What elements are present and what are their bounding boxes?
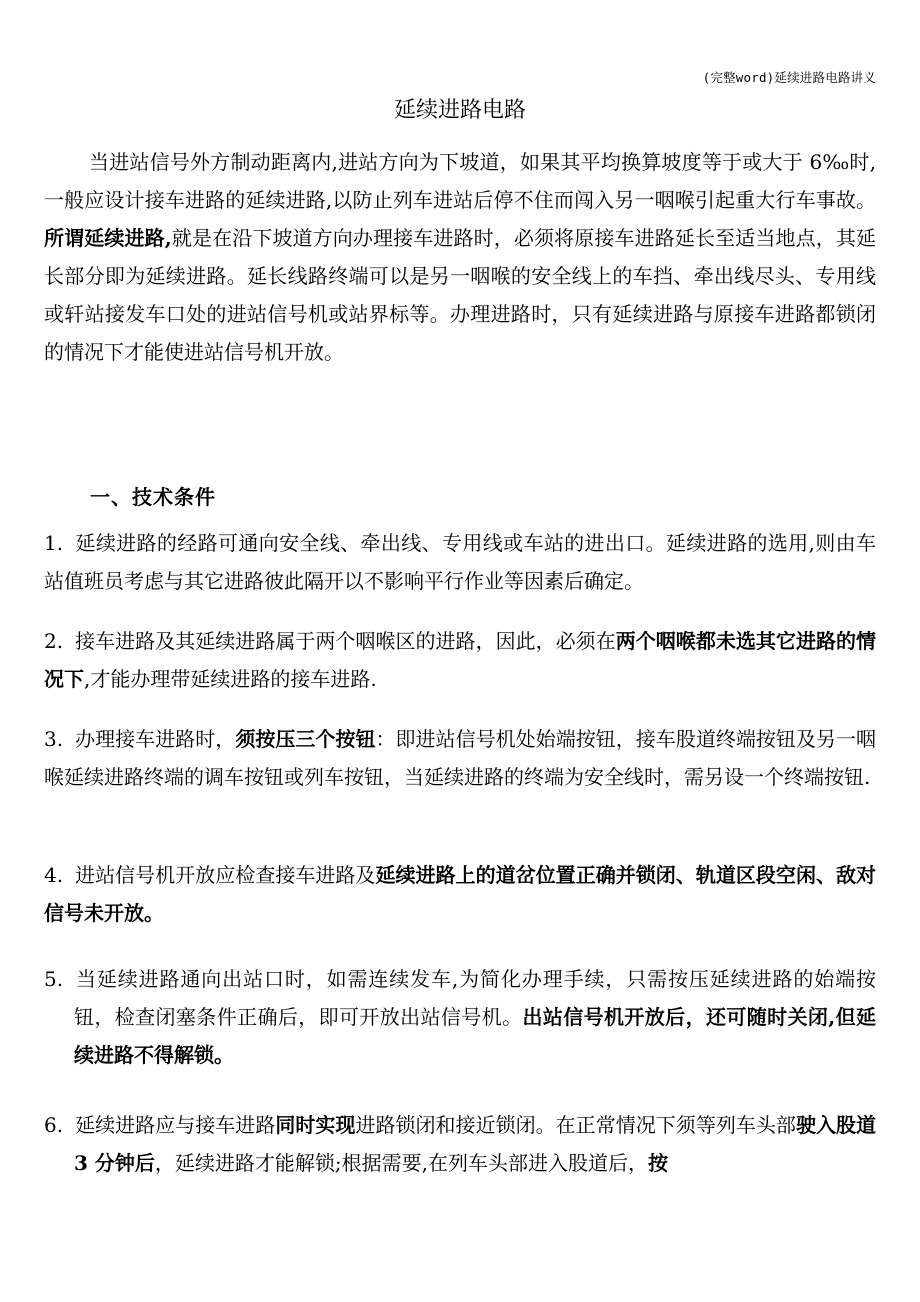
list-item-2: [44, 622, 876, 698]
item-bold-text: 同时实现: [275, 1113, 356, 1137]
item-text: 接车进路及其延续进路属于两个咽喉区的进路，因此，必须在: [75, 629, 616, 653]
list-item-6: [44, 1106, 876, 1182]
item-number: 2.: [44, 629, 64, 653]
intro-paragraph: [44, 143, 876, 371]
list-item-1: [44, 524, 876, 600]
item-text: 当延续进路通向出站口时，如需连续发车,为简化办理手续，只需按压延续进路的始端按钮，检查闭塞条件正确后，即可开放出站信号机。: [74, 967, 876, 1029]
item-bold-text: 按: [648, 1151, 668, 1175]
list-item-4: [44, 856, 876, 932]
item-bold-text: 两个咽喉都未选其它进路的情况下: [44, 629, 877, 691]
item-number: 3.: [44, 727, 64, 751]
item-number: 6.: [44, 1113, 64, 1137]
intro-text-1: 当进站信号外方制动距离内,进站方向为下坡道，如果其平均换算坡度等于或大于 6‰时,一般应设计接车进路的延续进路,以防止列车进站后停不住而闯入另一咽喉引起重大行车事故。: [44, 150, 876, 212]
item-text: ,才能办理带延续进路的接车进路.: [84, 667, 377, 691]
item-bold-text: 驶入股道 3 分钟后: [74, 1113, 877, 1175]
item-number: 1.: [44, 531, 64, 555]
item-text: 延续进路应与接车进路: [75, 1113, 276, 1137]
item-number: 5.: [44, 967, 64, 991]
item-text: 延续进路的经路可通向安全线、牵出线、专用线或车站的进出口。延续进路的选用,则由车站值班员考虑与其它进路彼此隔开以不影响平行作业等因素后确定。: [44, 531, 876, 593]
item-bold-text: 出站信号机开放后，还可随时关闭,但延续进路不得解锁。: [74, 1005, 876, 1067]
section-heading: 一、技术条件: [90, 485, 216, 509]
item-number: 4.: [44, 863, 64, 887]
item-text: ，延续进路才能解锁;根据需要,在列车头部进入股道后，: [154, 1151, 648, 1175]
intro-bold-definition: 所谓延续进路,: [44, 226, 172, 250]
list-item-5: [44, 960, 876, 1074]
item-text: 进路锁闭和接近锁闭。在正常情况下须等列车头部: [355, 1113, 796, 1137]
item-bold-text: 须按压三个按钮: [235, 727, 376, 751]
list-item-3: [44, 720, 876, 796]
document-title: 延续进路电路: [393, 98, 526, 123]
item-text: 进站信号机开放应检查接车进路及: [75, 863, 376, 887]
running-header: (完整word)延续进路电路讲义: [702, 70, 876, 85]
intro-text-2: 就是在沿下坡道方向办理接车进路时，必须将原接车进路延长至适当地点，其延长部分即为延续进路。延长线路终端可以是另一咽喉的安全线上的车挡、牵出线尽头、专用线或轩站接发车口处的进站信号机或站界标等。办理进路时，只有延续进路与原接车进路都锁闭的情况下才能使进站信号机开放。: [44, 226, 876, 364]
item-text: ：即进站信号机处始端按钮，接车股道终端按钮及另一咽喉延续进路终端的调车按钮或列车按钮，当延续进路的终端为安全线时，需另设一个终端按钮.: [44, 727, 877, 789]
item-bold-text: 延续进路上的道岔位置正确并锁闭、轨道区段空闲、敌对信号未开放。: [44, 863, 877, 925]
item-text: 办理接车进路时，: [75, 727, 236, 751]
